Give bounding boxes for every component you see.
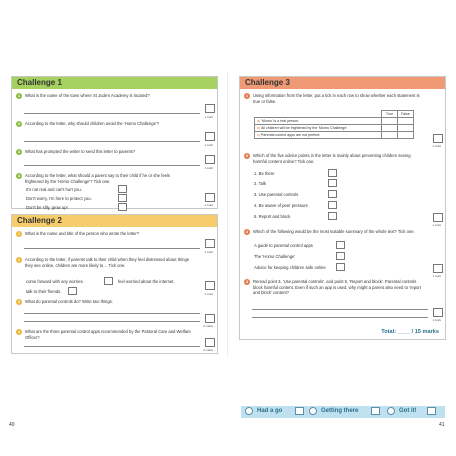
tick-box[interactable] — [328, 190, 337, 198]
mark-box[interactable] — [205, 338, 215, 347]
c1-question-2 — [16, 121, 213, 127]
mark-box[interactable] — [433, 308, 443, 317]
c2-question-4 — [16, 329, 193, 340]
c1-question-4 — [16, 173, 181, 184]
tick-box[interactable] — [328, 212, 337, 220]
true-cell[interactable] — [382, 125, 398, 132]
question-text: Which of the following would be the most suitable summary of the whole text? Tick one. — [253, 229, 415, 234]
option-3: talk to their friends. — [26, 289, 62, 294]
tick-box[interactable] — [68, 287, 77, 295]
challenge-2-card — [11, 214, 218, 354]
question-text: What has prompted the writer to send this letter to parents? — [25, 149, 136, 154]
option-5: 5. Report and block — [254, 214, 291, 219]
tick-box[interactable] — [336, 263, 345, 271]
mark-box[interactable] — [433, 213, 443, 222]
tick-box[interactable] — [328, 201, 337, 209]
option-3: 3. Use parental controls — [254, 192, 299, 197]
challenge-1-title: Challenge 1 — [12, 77, 217, 89]
option-2: 2. Talk — [254, 181, 267, 186]
tick-box[interactable] — [328, 169, 337, 177]
mark-label: 1 mark — [432, 274, 441, 278]
c1-question-3 — [16, 149, 213, 155]
c3-question-1 — [244, 93, 421, 104]
answer-line[interactable] — [24, 113, 200, 114]
mark-label: 1 mark — [204, 292, 213, 296]
smiley-face-icon — [387, 407, 395, 415]
challenge-2-title: Challenge 2 — [12, 215, 217, 227]
tick-box[interactable] — [336, 241, 345, 249]
false-cell[interactable] — [398, 132, 414, 139]
mark-box[interactable] — [205, 132, 215, 141]
question-text: Using information from the letter, put a tick in each row to show whether each statement is true or false. — [253, 93, 420, 104]
row-label: a) — [257, 119, 261, 123]
question-number: 1 — [245, 93, 249, 98]
question-text: Which of the five advice points in the letter is mainly about preventing children seeing harmful content online? Tick one. — [253, 153, 411, 164]
right-page — [229, 72, 453, 428]
question-text: What do parental controls do? Write two things. — [25, 299, 113, 304]
mark-label: 2 marks — [203, 324, 213, 328]
answer-line[interactable] — [24, 141, 200, 142]
mark-box[interactable] — [205, 155, 215, 164]
table-header-false: False — [398, 111, 414, 118]
question-number: 2 — [17, 121, 21, 126]
had-a-go-label: Had a go — [257, 408, 283, 414]
challenge-3-card — [239, 76, 446, 340]
got-it-box[interactable] — [427, 407, 436, 415]
option-1: come forward with any worries. — [26, 279, 84, 284]
getting-there-label: Getting there — [321, 408, 359, 414]
page-number: 40 — [9, 422, 15, 428]
mark-box[interactable] — [433, 264, 443, 273]
challenge-1-card — [11, 76, 218, 209]
false-cell[interactable] — [398, 118, 414, 125]
row-statement: 'Momo' is a real person. — [261, 119, 300, 123]
row-statement: Parental control apps are not perfect. — [261, 133, 321, 137]
mark-label: 1 mark — [432, 318, 441, 322]
mark-label: 1 mark — [204, 166, 213, 170]
mark-box[interactable] — [205, 281, 215, 290]
mark-box[interactable] — [205, 314, 215, 323]
page-number: 41 — [439, 422, 445, 428]
option-1: 1. Be there — [254, 171, 275, 176]
table-row — [255, 118, 414, 125]
had-a-go-box[interactable] — [295, 407, 304, 415]
false-cell[interactable] — [398, 125, 414, 132]
option-1: A guide to parental control apps — [254, 243, 313, 248]
book-spine — [227, 72, 228, 356]
question-number: 3 — [245, 229, 249, 234]
option-3: Don't be silly, grow up! — [26, 205, 68, 210]
question-number: 3 — [17, 149, 21, 154]
mark-label: 3 marks — [203, 348, 213, 352]
getting-there-box[interactable] — [371, 407, 380, 415]
tick-box[interactable] — [104, 277, 113, 285]
option-2: The 'Homo Challenge' — [254, 254, 296, 259]
question-number: 2 — [245, 153, 249, 158]
row-statement: All children will be frightened by the 'Momo Challenge'. — [261, 126, 348, 130]
mark-label: 1 mark — [204, 203, 213, 207]
answer-line[interactable] — [24, 165, 200, 166]
question-text: Reread point 3, 'Use parental controls', and point 5, 'Report and block'. Parental controls block harmful content. Even if such an app is used, why might a parent also need to 'report and block' content? — [253, 279, 421, 296]
c3-question-3 — [244, 229, 421, 235]
question-number: 4 — [17, 329, 21, 334]
mark-label: 1 mark — [432, 223, 441, 227]
true-cell[interactable] — [382, 132, 398, 139]
question-text: According to the letter, what should a parent say to their child if he or she feels frightened by the 'Homo Challenge'? Tick one. — [25, 173, 171, 184]
got-it-label: Got it! — [399, 408, 417, 414]
mark-box[interactable] — [205, 193, 215, 202]
true-cell[interactable] — [382, 118, 398, 125]
question-number: 4 — [245, 279, 249, 284]
table-row — [255, 132, 414, 139]
table-header-true: True — [382, 111, 398, 118]
table-header-blank — [255, 111, 382, 118]
answer-line[interactable] — [24, 321, 200, 322]
question-text: According to the letter, if parents talk to their child when they feel distressed about things they see online, children are more likely to… Tick one. — [25, 257, 189, 268]
total-score: Total: ____ / 15 marks — [381, 329, 439, 335]
c2-question-3 — [16, 299, 213, 305]
option-3: Advice for keeping children safe online — [254, 265, 326, 270]
tick-box[interactable] — [118, 185, 127, 193]
mark-label: 1 mark — [204, 143, 213, 147]
tick-box[interactable] — [336, 252, 345, 260]
option-2: Don't worry, I'm here to protect you. — [26, 196, 92, 201]
answer-line[interactable] — [24, 248, 200, 249]
option-1: It's not real and can't hurt you. — [26, 187, 82, 192]
answer-line[interactable] — [24, 346, 200, 347]
question-number: 1 — [17, 93, 21, 98]
c2-question-1 — [16, 231, 213, 237]
mark-box[interactable] — [433, 134, 443, 143]
true-false-table — [254, 110, 414, 139]
smiley-face-icon — [245, 407, 253, 415]
mark-label: 1 mark — [204, 250, 213, 254]
tick-box[interactable] — [118, 194, 127, 202]
question-text: What are the three parental control apps recommended by the Pastoral Care and Welfare Officer? — [25, 329, 191, 340]
mark-box[interactable] — [205, 104, 215, 113]
progress-bar — [241, 406, 445, 418]
question-number: 2 — [17, 257, 21, 262]
question-text: According to the letter, why should children avoid the 'Homo Challenge'? — [25, 121, 160, 126]
mark-label: 1 mark — [432, 144, 441, 148]
option-4: 4. Be aware of peer pressure — [254, 203, 309, 208]
c2-question-2 — [16, 257, 193, 268]
c3-question-2 — [244, 153, 421, 164]
question-number: 3 — [17, 299, 21, 304]
mark-label: 1 mark — [204, 115, 213, 119]
answer-line[interactable] — [252, 317, 428, 318]
c3-question-4 — [244, 279, 421, 296]
question-text: What is the name and title of the person who wrote the letter? — [25, 231, 140, 236]
challenge-3-title: Challenge 3 — [240, 77, 445, 89]
question-text: What is the name of the town where St Jude's Academy is located? — [25, 93, 150, 98]
answer-line[interactable] — [252, 309, 428, 310]
question-number: 1 — [17, 231, 21, 236]
left-page — [3, 72, 227, 428]
row-label: b) — [257, 126, 261, 130]
mark-box[interactable] — [205, 239, 215, 248]
c1-question-1 — [16, 93, 213, 99]
smiley-face-icon — [309, 407, 317, 415]
row-label: c) — [257, 133, 260, 137]
question-number: 4 — [17, 173, 21, 178]
table-row — [255, 125, 414, 132]
answer-line[interactable] — [24, 313, 200, 314]
option-2: feel worried about the internet. — [118, 279, 175, 284]
tick-box[interactable] — [118, 203, 127, 211]
tick-box[interactable] — [328, 179, 337, 187]
